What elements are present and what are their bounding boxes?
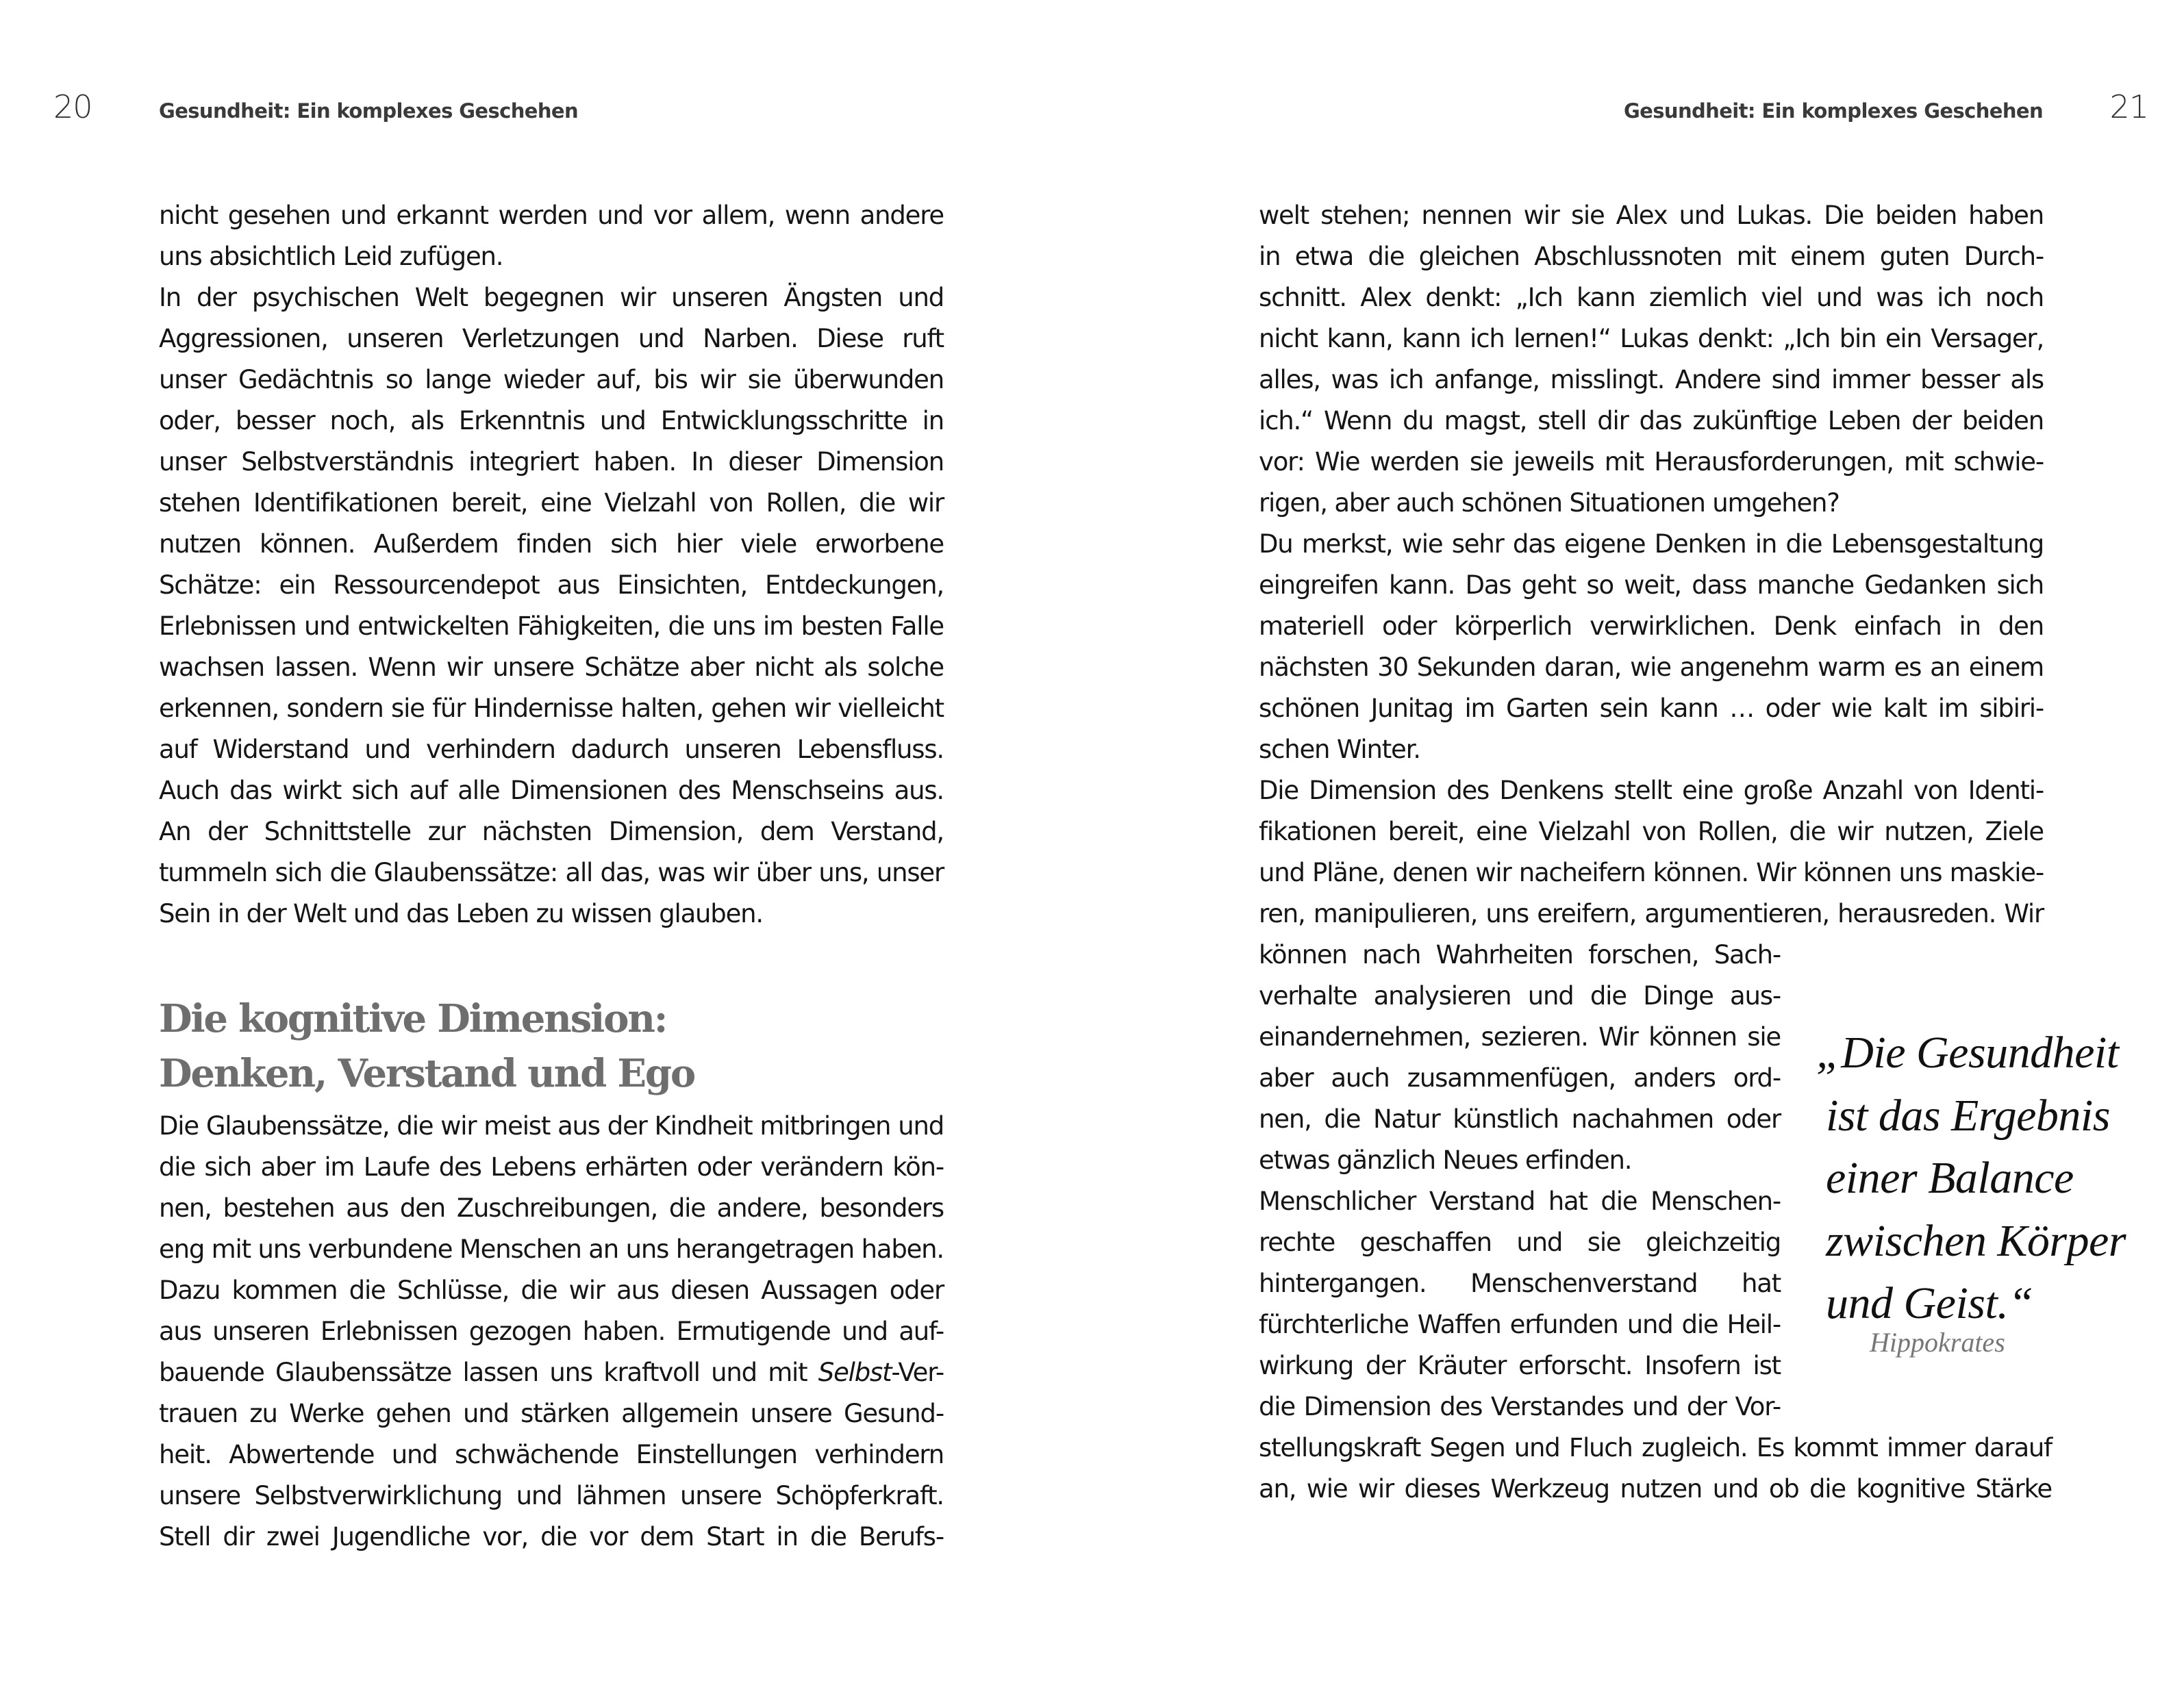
pull-quote-line: zwischen Körper [1826, 1215, 2126, 1266]
body-line: oder, besser noch, als Erkenntnis und Entwicklungsschritte in [159, 406, 944, 435]
body-line-narrow: aber auch zusammenfügen, anders ord- [1259, 1063, 1781, 1093]
pull-quote-line: „Die Gesundheit [1816, 1028, 2119, 1078]
body-line-narrow: fürchterliche Waffen erfunden und die Heil- [1259, 1310, 1781, 1339]
body-line: eingreifen kann. Das geht so weit, dass manche Gedanken sich [1259, 570, 2044, 600]
body-line: nicht gesehen und erkannt werden und vor allem, wenn andere [159, 201, 944, 230]
body-line: wachsen lassen. Wenn wir unsere Schätze aber nicht als solche [159, 652, 944, 682]
body-line: Aggressionen, unseren Verletzungen und Narben. Diese ruft [159, 324, 944, 353]
body-line-narrow: nen, die Natur künstlich nachahmen oder [1259, 1104, 1781, 1134]
body-line-narrow: wirkung der Kräuter erforscht. Insofern ist [1259, 1351, 1781, 1380]
body-line-narrow: verhalte analysieren und die Dinge aus- [1259, 981, 1781, 1011]
body-line: unser Gedächtnis so lange wieder auf, bis wir sie überwunden [159, 365, 944, 394]
body-line: vor: Wie werden sie jeweils mit Herausforderungen, mit schwie- [1259, 447, 2044, 477]
body-line: alles, was ich anfange, misslingt. Andere sind immer besser als [1259, 365, 2044, 394]
body-line: ich.“ Wenn du magst, stell dir das zukünftige Leben der beiden [1259, 406, 2044, 435]
body-line: Die Glaubenssätze, die wir meist aus der Kindheit mitbringen und [159, 1111, 944, 1141]
body-line: und Pläne, denen wir nacheifern können. Wir können uns maskie- [1259, 858, 2044, 887]
line-part: -Ver- [891, 1358, 944, 1387]
body-line: tummeln sich die Glaubenssätze: all das, was wir über uns, unser [159, 858, 944, 887]
section-heading-line-2: Denken, Verstand und Ego [159, 1051, 695, 1096]
body-line: unsere Selbstverwirklichung und lähmen unsere Schöpferkraft. [159, 1481, 944, 1510]
pull-quote [1816, 1022, 2159, 1360]
body-line-with-italic [159, 1356, 944, 1390]
page-number: 21 [2109, 88, 2148, 125]
body-line: In der psychischen Welt begegnen wir unseren Ängsten und [159, 283, 944, 312]
right-page [1092, 0, 2184, 1698]
italic-emphasis: Selbst [818, 1358, 892, 1387]
body-line: An der Schnittstelle zur nächsten Dimension, dem Verstand, [159, 817, 944, 846]
body-line-narrow: einandernehmen, sezieren. Wir können sie [1259, 1022, 1781, 1052]
body-line: rigen, aber auch schönen Situationen umgehen? [1259, 488, 1840, 518]
body-line: auf Widerstand und verhindern dadurch unseren Lebensfluss. [159, 735, 944, 764]
body-line: trauen zu Werke gehen und stärken allgemein unsere Gesund- [159, 1399, 944, 1428]
body-line: an, wie wir dieses Werkzeug nutzen und ob die kognitive Stärke [1259, 1474, 2052, 1504]
body-line: Sein in der Welt und das Leben zu wissen glauben. [159, 899, 763, 928]
body-line: nächsten 30 Sekunden daran, wie angenehm warm es an einem [1259, 652, 2044, 682]
body-line-narrow: Menschlicher Verstand hat die Menschen- [1259, 1187, 1781, 1216]
body-line: unser Selbstverständnis integriert haben. In dieser Dimension [159, 447, 944, 477]
body-line: in etwa die gleichen Abschlussnoten mit einem guten Durch- [1259, 242, 2044, 271]
pull-quote-line: und Geist.“ [1826, 1278, 2033, 1328]
body-line: Dazu kommen die Schlüsse, die wir aus diesen Aussagen oder [159, 1276, 944, 1305]
body-line: Stell dir zwei Jugendliche vor, die vor dem Start in die Berufs- [159, 1522, 944, 1551]
body-line: Die Dimension des Denkens stellt eine große Anzahl von Identi- [1259, 776, 2044, 805]
line-part: bauende Glaubenssätze lassen uns kraftvoll und mit [159, 1358, 818, 1387]
pull-quote-line: einer Balance [1826, 1153, 2074, 1203]
body-line: Auch das wirkt sich auf alle Dimensionen des Menschseins aus. [159, 776, 944, 805]
body-line: uns absichtlich Leid zufügen. [159, 242, 503, 271]
body-line-narrow: die Dimension des Verstandes und der Vor- [1259, 1392, 1781, 1421]
body-line: Schätze: ein Ressourcendepot aus Einsichten, Entdeckungen, [159, 570, 944, 600]
section-heading-line-1: Die kognitive Dimension: [159, 996, 667, 1041]
body-line: schen Winter. [1259, 735, 1420, 764]
body-line: nen, bestehen aus den Zuschreibungen, die andere, besonders [159, 1193, 944, 1223]
pull-quote-line: ist das Ergebnis [1826, 1090, 2110, 1141]
body-line: die sich aber im Laufe des Lebens erhärten oder verändern kön- [159, 1152, 944, 1182]
body-line: fikationen bereit, eine Vielzahl von Rollen, die wir nutzen, Ziele [1259, 817, 2044, 846]
body-line: stellungskraft Segen und Fluch zugleich. Es kommt immer darauf [1259, 1433, 2052, 1462]
body-line-narrow: können nach Wahrheiten forschen, Sach- [1259, 940, 1781, 970]
body-line: erkennen, sondern sie für Hindernisse halten, gehen wir vielleicht [159, 694, 944, 723]
body-line: materiell oder körperlich verwirklichen. Denk einfach in den [1259, 611, 2044, 641]
page-number: 20 [53, 88, 92, 125]
body-line-narrow: rechte geschaffen und sie gleichzeitig [1259, 1228, 1781, 1257]
body-line: heit. Abwertende und schwächende Einstellungen verhindern [159, 1440, 944, 1469]
body-line: aus unseren Erlebnissen gezogen haben. Ermutigende und auf- [159, 1317, 944, 1346]
body-line-narrow: hintergangen. Menschenverstand hat [1259, 1269, 1781, 1298]
body-line: nutzen können. Außerdem finden sich hier viele erworbene [159, 529, 944, 559]
body-line: nicht kann, kann ich lernen!“ Lukas denkt: „Ich bin ein Versager, [1259, 324, 2044, 353]
body-line: Du merkst, wie sehr das eigene Denken in die Lebensgestaltung [1259, 529, 2044, 559]
pull-quote-author: Hippokrates [1870, 1326, 2005, 1358]
body-line: welt stehen; nennen wir sie Alex und Lukas. Die beiden haben [1259, 201, 2044, 230]
running-head: Gesundheit: Ein komplexes Geschehen [159, 99, 579, 123]
body-line: eng mit uns verbundene Menschen an uns herangetragen haben. [159, 1234, 944, 1264]
body-line: schönen Junitag im Garten sein kann … oder wie kalt im sibiri- [1259, 694, 2044, 723]
body-line: stehen Identifikationen bereit, eine Vielzahl von Rollen, die wir [159, 488, 944, 518]
body-line: ren, manipulieren, uns ereifern, argumentieren, herausreden. Wir [1259, 899, 2044, 928]
body-line: schnitt. Alex denkt: „Ich kann ziemlich viel und was ich noch [1259, 283, 2044, 312]
body-line-narrow: etwas gänzlich Neues erfinden. [1259, 1145, 1632, 1175]
body-line: Erlebnissen und entwickelten Fähigkeiten, die uns im besten Falle [159, 611, 944, 641]
running-head: Gesundheit: Ein komplexes Geschehen [1623, 99, 2043, 123]
